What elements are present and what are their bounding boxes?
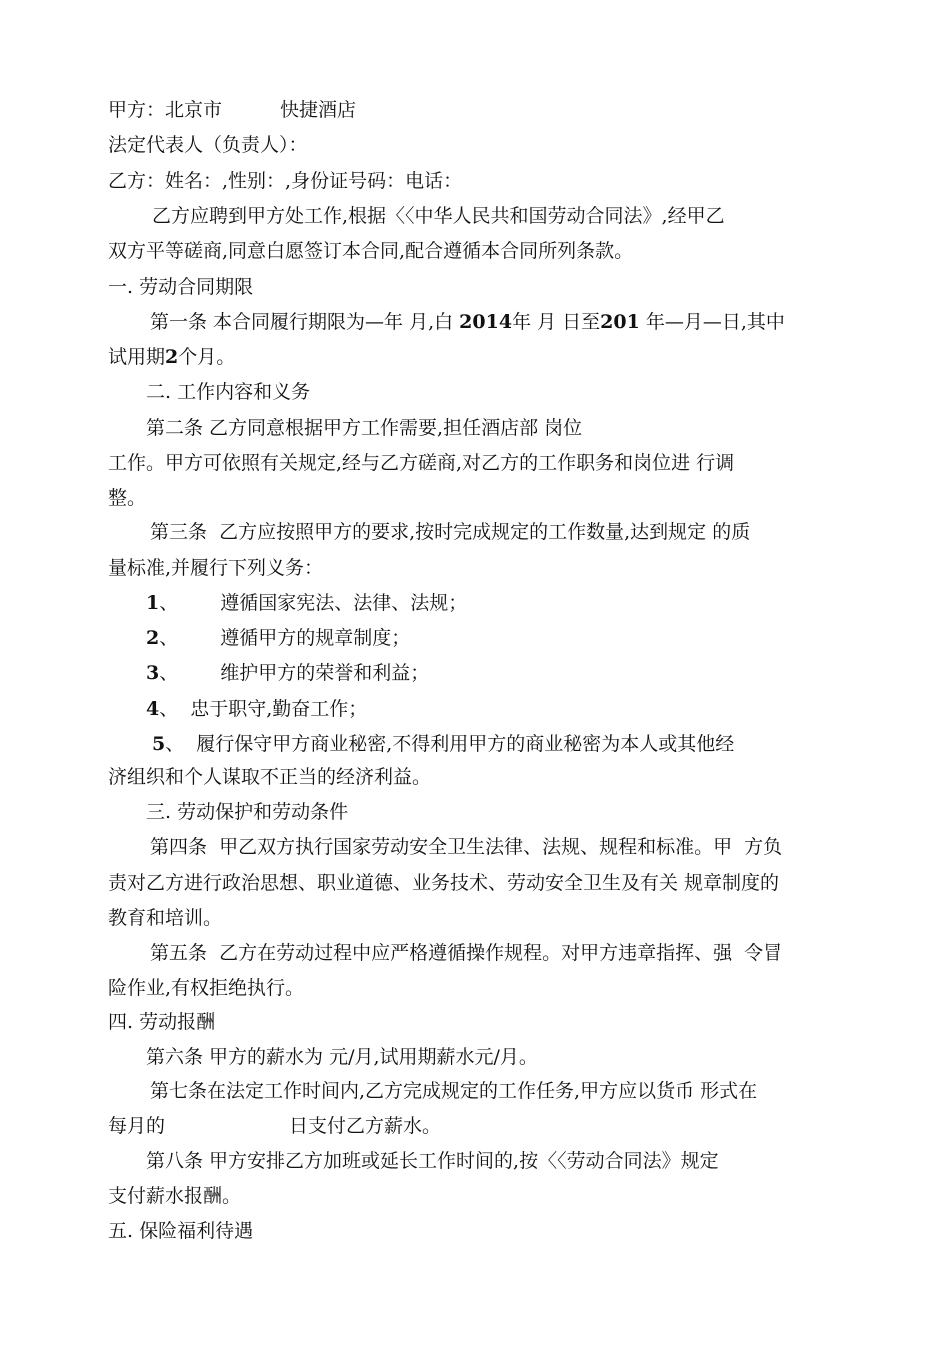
duty-item-4: 4、 忠于职守,勤奋工作； [146,698,368,720]
article-3-line-1: 第三条 乙方应按照甲方的要求,按时完成规定的工作数量,达到规定 的质 [150,521,751,543]
party-b-line: 乙方：姓名：,性别：,身份证号码：电话： [108,170,463,192]
party-a-line [108,101,356,120]
section-2-title: 二. 工作内容和义务 [146,381,311,403]
article-4-line-2: 责对乙方进行政治思想、职业道德、业务技术、劳动安全卫生及有关 规章制度的 [108,872,780,894]
duty-item-1: 1、 遵循国家宪法、法律、法规； [146,592,468,614]
article-2-line-3: 整。 [108,487,147,509]
duty-item-5: 5、 履行保守甲方商业秘密,不得利用甲方的商业秘密为本人或其他经 [152,733,735,755]
article-1-line-2: 试用期2个月。 [108,346,236,368]
article-7-line-2: 每月的 日支付乙方薪水。 [108,1115,442,1137]
article-5-line-2: 险作业,有权拒绝执行。 [108,977,305,999]
trial-months: 2 [165,346,179,368]
article-2-line-2: 工作。甲方可依照有关规定,经与乙方磋商,对乙方的工作职务和岗位进 行调 [108,452,735,474]
party-a-hotel: 快捷酒店 [280,99,357,121]
preamble-line-2: 双方平等磋商,同意白愿签订本合同,配合遵循本合同所列条款。 [108,240,634,262]
legal-representative-line: 法定代表人（负责人）： [108,134,308,156]
section-5-title: 五. 保险福利待遇 [108,1220,254,1242]
start-year: 2014 [459,311,513,333]
article-5-line-1: 第五条 乙方在劳动过程中应严格遵循操作规程。对甲方违章指挥、强 令冒 [150,942,783,964]
duty-item-2: 2、 遵循甲方的规章制度； [146,627,411,649]
article-8-line-2: 支付薪水报酬。 [108,1185,242,1207]
article-8-line-1: 第八条 甲方安排乙方加班或延长工作时间的,按〈〈劳动合同法》规定 [146,1150,719,1172]
article-7-line-1: 第七条在法定工作时间内,乙方完成规定的工作任务,甲方应以货币 形式在 [150,1080,758,1102]
article-4-line-1: 第四条 甲乙双方执行国家劳动安全卫生法律、法规、规程和标准。甲 方负 [150,836,783,858]
party-a-prefix: 甲方：北京市 [108,99,223,121]
section-4-title: 四. 劳动报酬 [108,1011,216,1033]
article-3-line-2: 量标准,并履行下列义务： [108,557,324,579]
preamble-line-1: 乙方应聘到甲方处工作,根据〈〈中华人民共和国劳动合同法》,经甲乙 [152,205,725,227]
article-1-line-1: 第一条 本合同履行期限为—年 月,白 2014年 月 日至201 年—月—日,其中 [150,311,785,333]
duty-item-5-continued: 济组织和个人谋取不正当的经济利益。 [108,766,432,788]
section-1-title: 一. 劳动合同期限 [108,276,254,298]
article-6: 第六条 甲方的薪水为 元/月,试用期薪水元/月。 [146,1046,538,1068]
article-2-line-1: 第二条 乙方同意根据甲方工作需要,担任酒店部 岗位 [146,417,583,439]
article-4-line-3: 教育和培训。 [108,907,223,929]
section-3-title: 三. 劳动保护和劳动条件 [146,801,349,823]
duty-item-3: 3、 维护甲方的荣誉和利益； [146,662,430,684]
end-year: 201 [600,311,640,333]
